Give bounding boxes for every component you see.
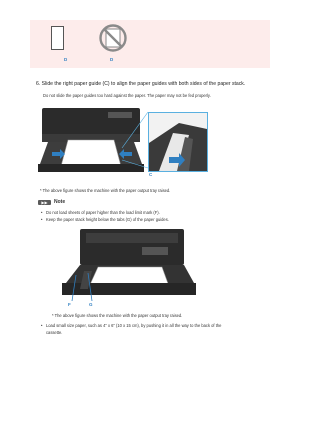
note-bullet-load-limit: • Do not load sheets of paper higher than the load limit mark (F).: [46, 210, 160, 215]
step-number: 6.: [36, 81, 41, 87]
note-bullet-small-paper-cont: [46, 330, 62, 335]
figure1-caption: * The above figure shows the machine with the paper output tray raised.: [40, 188, 171, 193]
paper-guide-closeup-drawing: [149, 113, 207, 171]
prohibited-icon: [98, 23, 128, 53]
note-bullet-small-paper: • Load small size paper, such as 4" x 6" (10 x 15 cm), by pushing it in all the way to the back of the: [46, 323, 221, 328]
paper-guide-closeup: [148, 112, 208, 172]
label-d-right: D: [110, 57, 114, 62]
note-bullet-stack-height: • Keep the paper stack height below the tabs (G) of the paper guides.: [46, 217, 169, 222]
step-subtext: Do not slide the paper guides too hard against the paper. The paper may not be fed properly.: [43, 93, 211, 98]
note-bullet-small-paper-line2: cassette.: [46, 330, 63, 335]
warning-illustration: [30, 20, 270, 68]
note-title: Note: [54, 199, 66, 205]
step-6: [36, 81, 286, 87]
correct-paper-sheet: [51, 26, 64, 50]
step-text: Slide the right paper guide (C) to align the paper guides with both sides of the paper stack.: [41, 81, 246, 87]
label-c: C: [149, 172, 153, 177]
label-f: F: [68, 302, 71, 307]
printer-load-limit-figure: [58, 227, 200, 309]
note-icon: ▶▶: [38, 200, 51, 205]
figure2-caption: * The above figure shows the machine with the paper output tray raised.: [52, 313, 183, 318]
note-header: [38, 198, 65, 206]
label-g: G: [89, 302, 93, 307]
label-d-left: D: [64, 57, 68, 62]
